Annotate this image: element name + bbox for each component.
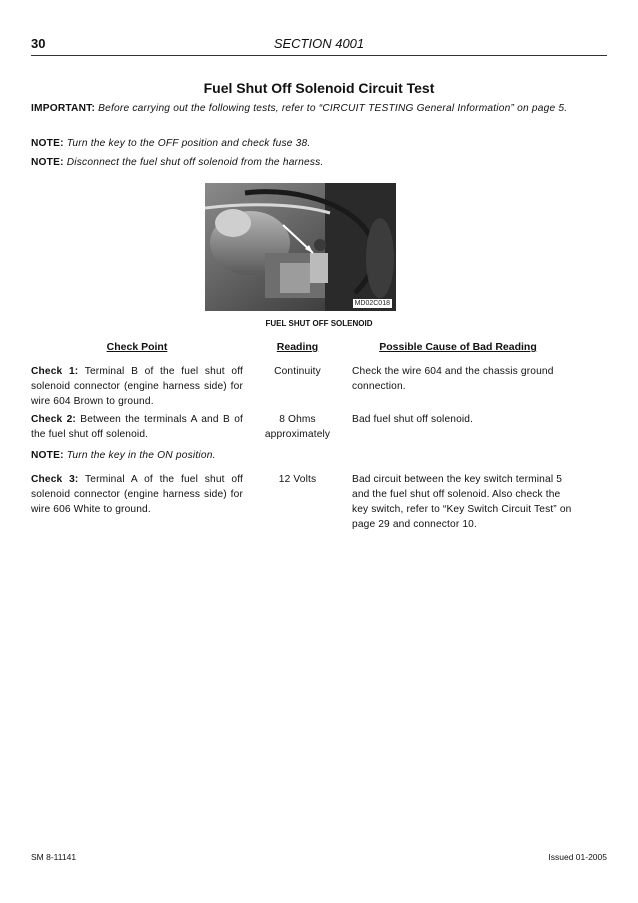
note-text: Before carrying out the following tests, refer to “CIRCUIT TESTING General Information” on page 5. <box>98 103 568 114</box>
note-key-off <box>31 136 591 151</box>
header-divider <box>31 55 607 56</box>
footer-document-number: SM 8-11141 <box>31 852 77 862</box>
table-row-check-point <box>31 412 243 442</box>
note-disconnect <box>31 155 591 170</box>
column-header-check-point: Check Point <box>106 341 168 353</box>
check-description: Terminal A of the fuel shut off solenoid connector (engine harness side) for wire 606 White to ground. <box>31 474 243 515</box>
check-description: Terminal B of the fuel shut off solenoid connector (engine harness side) for wire 604 Brown to ground. <box>31 366 243 407</box>
note-text: Turn the key in the ON position. <box>66 450 216 461</box>
table-row-cause: Bad fuel shut off solenoid. <box>352 414 474 425</box>
figure-id: MD02C018 <box>354 300 390 307</box>
note-label: NOTE: <box>31 138 64 149</box>
note-label: IMPORTANT: <box>31 103 96 114</box>
check-label: Check 3: <box>31 474 79 485</box>
check-label: Check 2: <box>31 414 76 425</box>
table-row-cause: Check the wire 604 and the chassis ground connection. <box>352 366 554 392</box>
table-row-reading: 8 Ohms approximately <box>264 414 331 440</box>
table-row-check-point <box>31 472 243 517</box>
column-header-reading: Reading <box>276 341 319 353</box>
page-number: 30 <box>31 36 46 51</box>
note-label: NOTE: <box>31 450 64 461</box>
page-title: Fuel Shut Off Solenoid Circuit Test <box>203 80 435 96</box>
note-label: NOTE: <box>31 157 64 168</box>
solenoid-photo <box>205 183 396 311</box>
note-text: Disconnect the fuel shut off solenoid from the harness. <box>66 157 324 168</box>
note-text: Turn the key to the OFF position and check fuse 38. <box>66 138 311 149</box>
footer-issue-date: Issued 01-2005 <box>548 852 607 862</box>
figure-caption: FUEL SHUT OFF SOLENOID <box>265 319 373 328</box>
table-row-check-point <box>31 364 243 409</box>
table-row-reading: Continuity <box>274 366 321 377</box>
engine-photo-graphic <box>205 183 396 311</box>
note-key-on <box>31 448 591 463</box>
check-description: Between the terminals A and B of the fuel shut off solenoid. <box>31 414 243 440</box>
section-heading: SECTION 4001 <box>273 36 365 51</box>
table-row-reading: 12 Volts <box>278 474 317 485</box>
table-row-cause: Bad circuit between the key switch terminal 5 and the fuel shut off solenoid. Also check the key switch, refer to “Key Switch Circuit Test” on page 29 and connector 10. <box>352 474 572 530</box>
important-note <box>31 101 591 116</box>
column-header-cause: Possible Cause of Bad Reading <box>379 341 537 353</box>
check-label: Check 1: <box>31 366 79 377</box>
